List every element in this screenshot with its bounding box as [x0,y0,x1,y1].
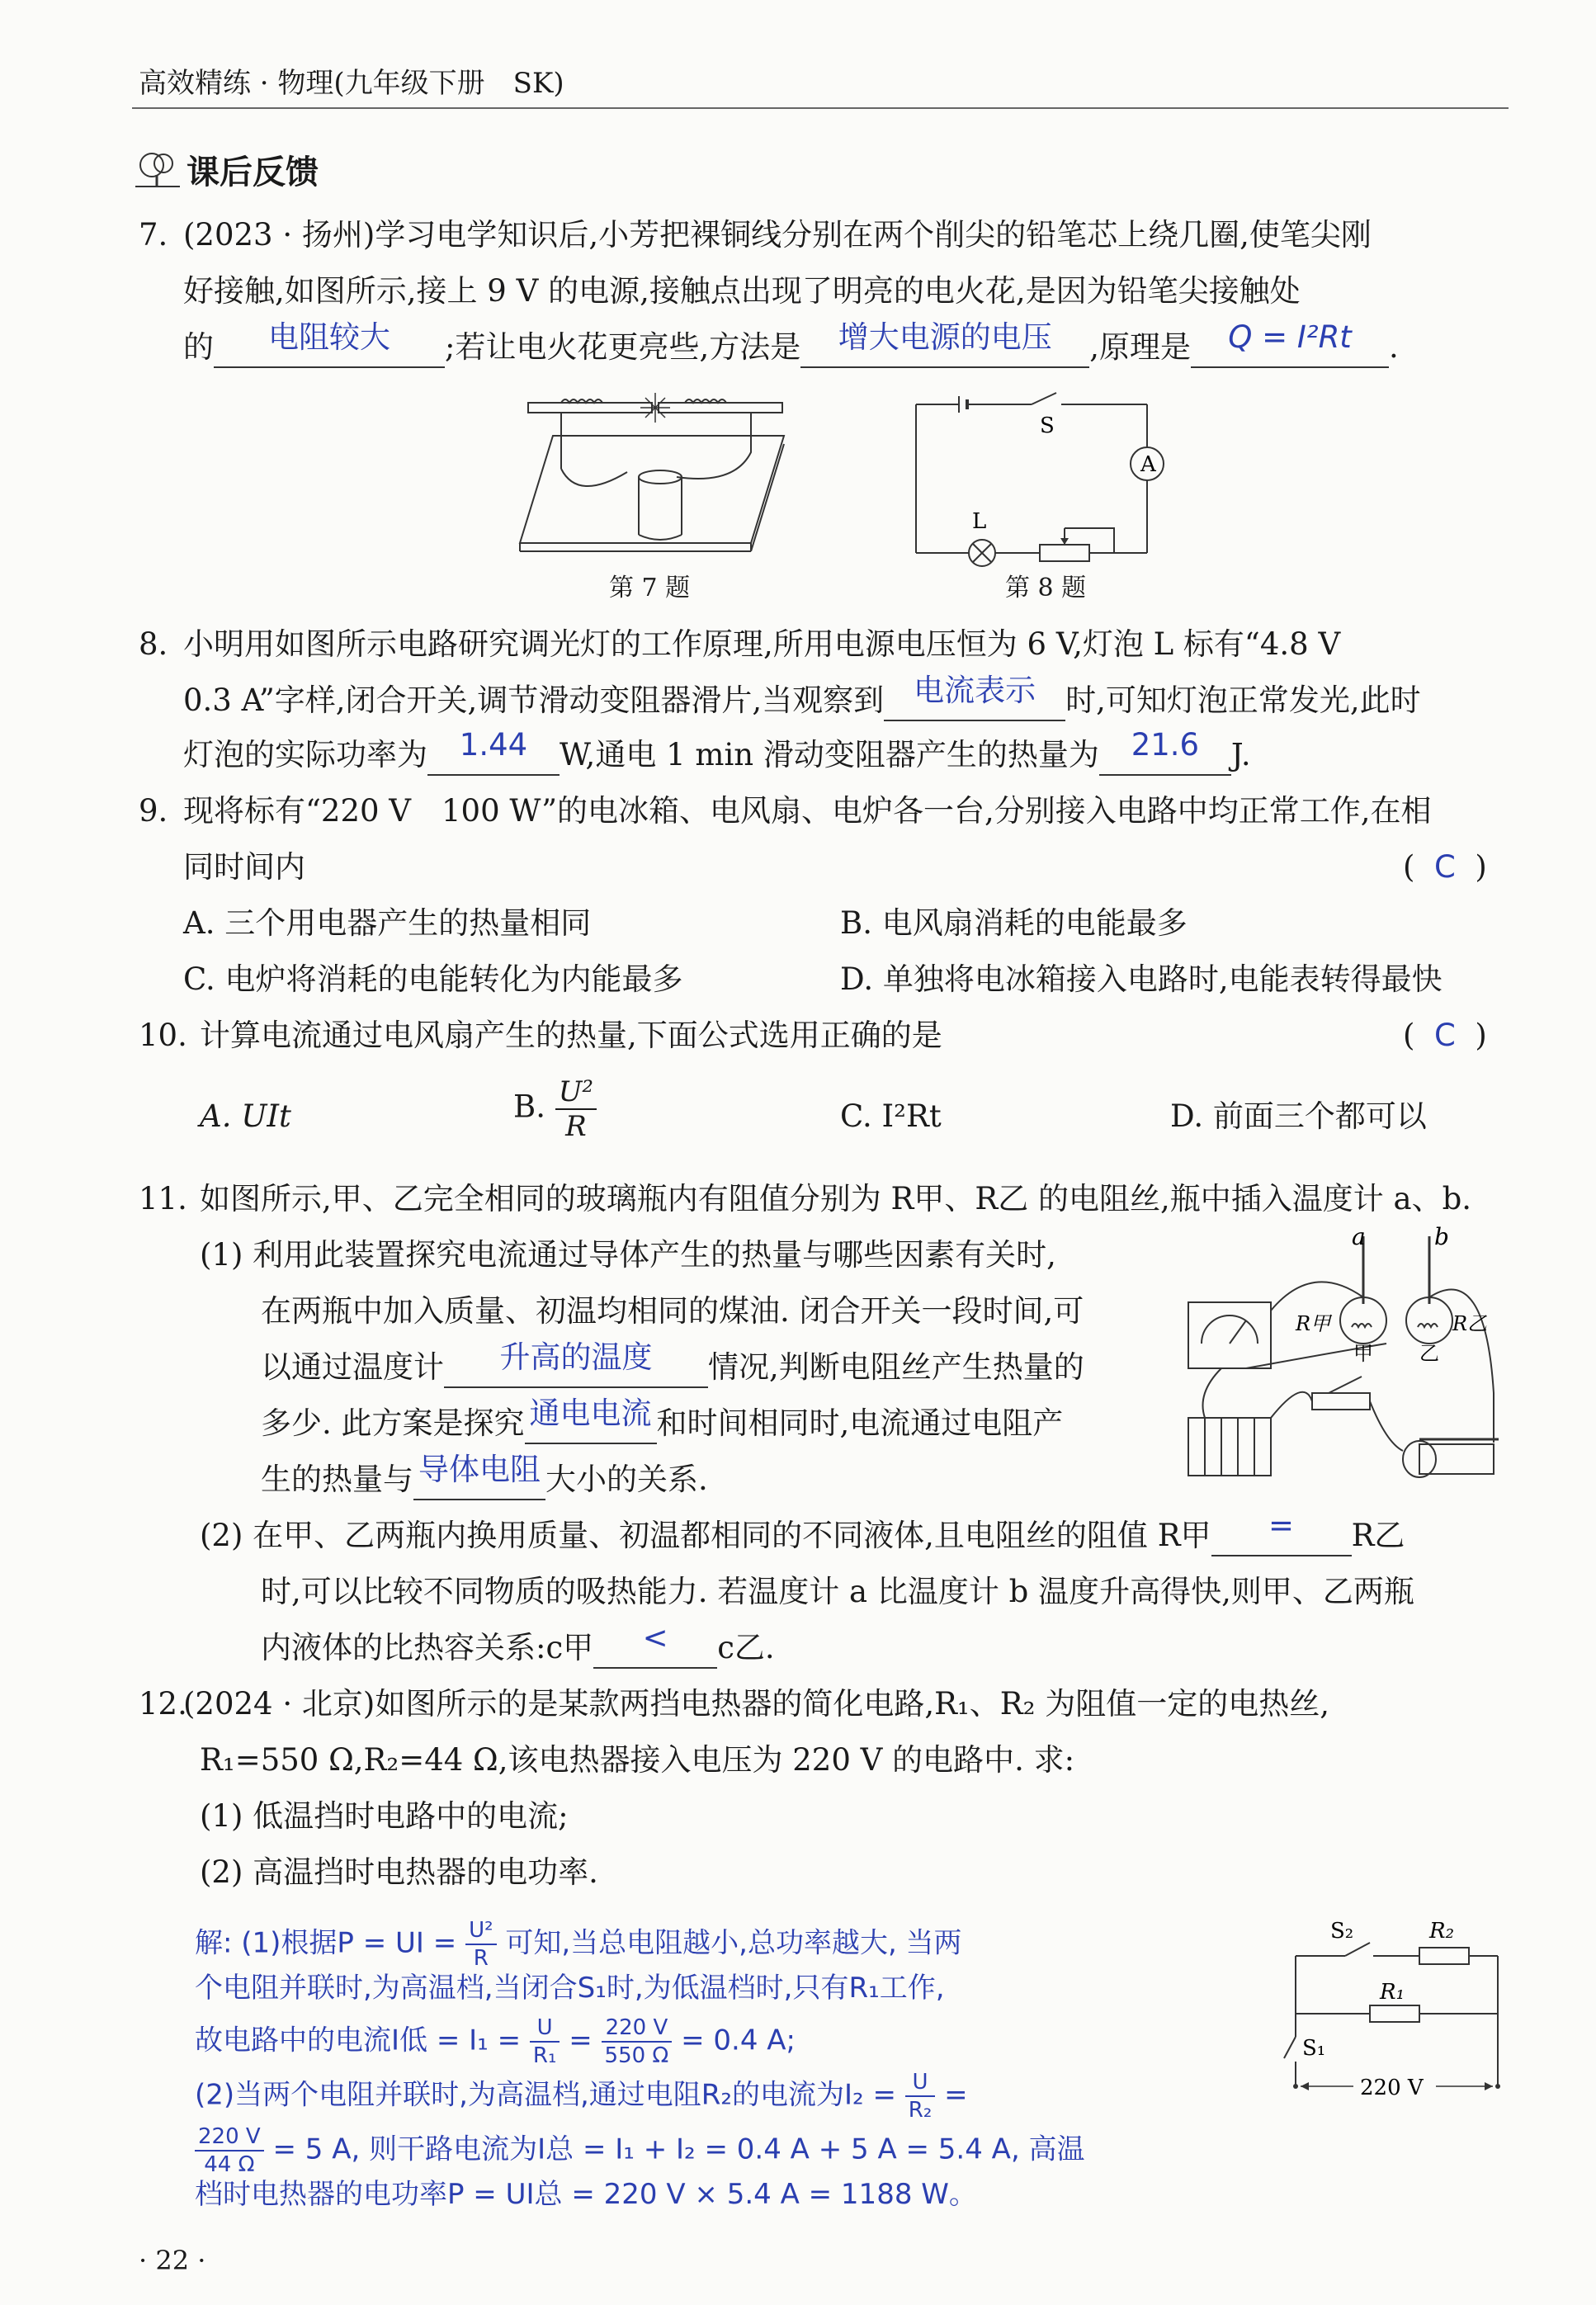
q7-answer-2: 增大电源的电压 [838,319,1052,355]
q12-sub1: (1) 低温挡时电路中的电流; [200,1798,569,1834]
figure-8-lamp-label: L [972,509,987,534]
figure-12-label-s1: S₁ [1302,2036,1326,2061]
figure-12-circuit [1287,1913,1510,2111]
q10-line1: 计算电流通过电风扇产生的热量,下面公式选用正确的是 [200,1018,942,1053]
q9-line1: 现将标有“220 V 100 W”的电冰箱、电风扇、电炉各一台,分别接入电路中均正常工作,在相 [183,793,1432,829]
figure-12-label-s2: S₂ [1330,1919,1354,1944]
q11-line1: 如图所示,甲、乙完全相同的玻璃瓶内有阻值分别为 R甲、R乙 的电阻丝,瓶中插入温度计 a、b. [200,1181,1472,1216]
q12-solution-line4: (2)当两个电阻并联时,为高温档,通过电阻R₂的电流为I₂ = $\frac{U}{\text{R₂}}$ = [195,2070,968,2123]
q12-line1: (2024 · 北京)如图所示的是某款两挡电热器的简化电路,R₁、R₂ 为阻值一定的电热丝, [183,1686,1329,1722]
figure-11-label-a: a [1352,1223,1366,1250]
q9-num: 9. [139,793,168,829]
q7-line3: 的 电阻较大 ;若让电火花更亮些,方法是 增大电源的电压 ,原理是 Q = I²Rt . [183,328,1399,368]
figure-11-label-b: b [1434,1223,1449,1250]
q9-option-b: B. 电风扇消耗的电能最多 [840,905,1188,941]
q9-option-d: D. 单独将电冰箱接入电路时,电能表转得最快 [840,961,1443,997]
q10-option-c: C. I²Rt [840,1098,942,1134]
q9-answer-bracket: ( C ) [1403,849,1487,885]
q11-p1-line3: 以通过温度计 升高的温度 情况,判断电阻丝产生热量的 [261,1349,1084,1388]
q12-num: 12. [139,1686,187,1722]
figure-8-switch-label: S [1040,413,1055,438]
q7-answer-1: 电阻较大 [268,319,390,355]
q9-line2: 同时间内 [183,849,305,885]
figure-12-label-r1: R₁ [1380,1980,1405,2005]
q8-answer-1: 电流表示 [914,673,1036,708]
q10-num: 10. [139,1018,187,1053]
figure-11-label-r2: R乙 [1452,1312,1488,1335]
q9-option-a: A. 三个用电器产生的热量相同 [183,905,592,941]
figure-8-ammeter-label: A [1140,452,1156,477]
q9-option-c: C. 电炉将消耗的电能转化为内能最多 [183,961,683,997]
q12-solution-line3: 故电路中的电流I低 = I₁ = $\frac{U}{\text{R₁}}$ = $\frac{220 V}{550 \Omega}$ = 0.4 A; [195,2015,796,2068]
q10-option-b-denominator: R [565,1110,587,1143]
q12-solution-line5: $\frac{220 V}{44 \Omega}$ = 5 A, 则干路电流为I总 = I₁ + I₂ = 0.4 A + 5 A = 5.4 A, 高温 [195,2126,1085,2175]
tree-icon [132,150,183,190]
q11-p1-line4: 多少. 此方案是探究 通电电流 和时间相同时,电流通过电阻产 [261,1405,1063,1444]
figure-11-label-yi: 乙 [1419,1342,1439,1365]
q12-solution-line2: 个电阻并联时,为高温档,当闭合S₁时,为低温档时,只有R₁工作, [195,1972,945,2005]
q8-num: 8. [139,626,168,662]
q11-answer-4: = [1268,1508,1295,1543]
figure-12-label-r2: R₂ [1429,1919,1454,1944]
q12-solution-line6: 档时电热器的电功率P = UI总 = 220 V × 5.4 A = 1188 W。 [195,2178,977,2211]
q10-option-b-numerator: U² [555,1078,597,1110]
q11-answer-2: 通电电流 [529,1396,652,1431]
q11-answer-3: 导体电阻 [418,1452,541,1487]
q10-option-d: D. 前面三个都可以 [1170,1098,1427,1134]
q11-p1-line5: 生的热量与 导体电阻 大小的关系. [261,1461,708,1500]
q10-answer-bracket: ( C ) [1403,1018,1487,1053]
q7-line1: (2023 · 扬州)学习电学知识后,小芳把裸铜线分别在两个削尖的铅笔芯上绕几圈,使笔尖刚 [183,217,1372,253]
q8-answer-3: 21.6 [1131,727,1200,763]
q12-sub2: (2) 高温挡时电热器的电功率. [200,1854,598,1890]
figure-11-label-r1: R甲 [1296,1312,1331,1335]
section-title: 课后反馈 [187,154,319,191]
figure-11-apparatus [1172,1223,1510,1492]
q9-answer: C [1433,849,1456,885]
q7-line2: 好接触,如图所示,接上 9 V 的电源,接触点出现了明亮的电火花,是因为铅笔尖接触处 [183,273,1301,309]
q8-line2: 0.3 A”字样,闭合开关,调节滑动变阻器滑片,当观察到 电流表示 时,可知灯泡正常发光,此时 [183,682,1421,721]
figure-11-label-jia: 甲 [1353,1342,1373,1365]
q8-line3: 灯泡的实际功率为 1.44 W,通电 1 min 滑动变阻器产生的热量为 21.6 J. [183,736,1251,776]
q12-solution-line1: 解: (1)根据P = UI = $\frac{\text{U²}}{R}$ 可知,当总电阻越小,总功率越大, 当两 [195,1918,962,1971]
q11-p1-line2: 在两瓶中加入质量、初温均相同的煤油. 闭合开关一段时间,可 [261,1293,1084,1329]
q11-answer-1: 升高的温度 [499,1339,653,1375]
q12-line2: R₁=550 Ω,R₂=44 Ω,该电热器接入电压为 220 V 的电路中. 求: [200,1742,1075,1778]
section-heading [132,150,319,193]
q11-p2-line3: 内液体的比热容关系:c甲 < c乙. [261,1629,775,1669]
header-rule [132,107,1509,109]
figure-8-circuit [900,396,1197,569]
page-number: · 22 · [139,2245,206,2276]
q10-option-b: B. $\frac{\text{U²}}{R}$ [513,1078,597,1141]
q11-p2-line2: 时,可以比较不同物质的吸热能力. 若温度计 a 比温度计 b 温度升高得快,则甲、乙两瓶 [261,1574,1414,1609]
q8-line1: 小明用如图所示电路研究调光灯的工作原理,所用电源电压恒为 6 V,灯泡 L 标有“4.8 V [183,626,1341,662]
q11-num: 11. [139,1181,187,1216]
figure-8-label: 第 8 题 [1005,574,1087,602]
q11-p2-line1: (2) 在甲、乙两瓶内换用质量、初温都相同的不同液体,且电阻丝的阻值 R甲 = R乙 [200,1517,1405,1556]
q7-answer-3: Q = I²Rt [1228,319,1352,355]
figure-7-label: 第 7 题 [609,574,691,602]
figure-7-pencil-spark [503,386,809,601]
q10-option-a: A. UIt [200,1098,291,1134]
q7-num: 7. [139,217,168,253]
figure-12-label-voltage: 220 V [1360,2076,1424,2100]
header-title: 高效精练 · 物理(九年级下册 SK) [139,67,564,100]
q11-answer-5: < [642,1620,668,1656]
q8-answer-2: 1.44 [459,727,528,763]
q11-p1-line1: (1) 利用此装置探究电流通过导体产生的热量与哪些因素有关时, [200,1237,1056,1273]
q10-answer: C [1433,1018,1456,1053]
